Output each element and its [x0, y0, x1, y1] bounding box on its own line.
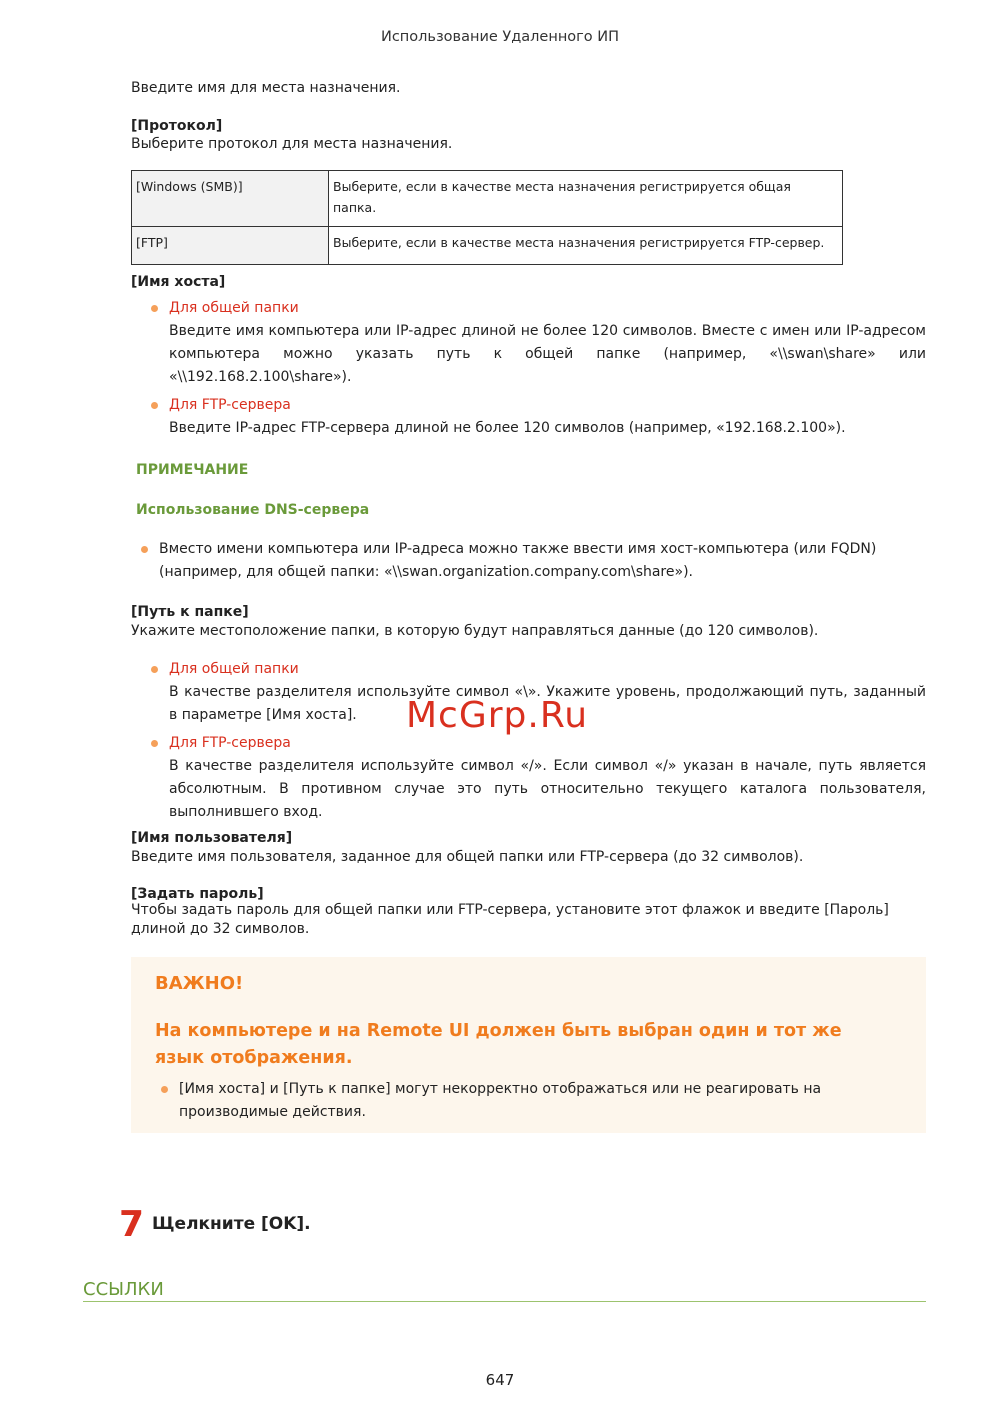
links-title: ССЫЛКИ [83, 1279, 164, 1300]
protocol-table [131, 170, 843, 265]
important-label: ВАЖНО! [155, 973, 244, 994]
links-divider [83, 1301, 926, 1302]
intro-text: Введите имя для места назначения. [131, 80, 401, 96]
protocol-option: [Windows (SMB)] [132, 171, 329, 227]
password-text: Чтобы задать пароль для общей папки или FTP-сервера, установите этот флажок и введите [Пароль] длиной до 32 символов. [131, 902, 889, 937]
step-number: 7 [119, 1204, 145, 1245]
bullet-icon [151, 305, 158, 312]
list-item [151, 394, 926, 440]
path-ftp-link[interactable]: Для FTP-сервера [169, 735, 291, 751]
host-heading: [Имя хоста] [131, 274, 226, 290]
path-ftp-text: В качестве разделителя используйте символ «/». Если символ «/» указан в начале, путь является абсолютным. В противном случае это путь относительно текущего каталога пользователя, выполнившего вход. [169, 758, 926, 821]
bullet-icon [161, 1086, 168, 1093]
important-text: [Имя хоста] и [Путь к папке] могут некорректно отображаться или не реагировать на производимые действия. [179, 1081, 822, 1120]
host-ftp-text: Введите IP-адрес FTP-сервера длиной не более 120 символов (например, «192.168.2.100»). [169, 420, 846, 437]
path-text: Укажите местоположение папки, в которую будут направляться данные (до 120 символов). [131, 623, 819, 639]
watermark: McGrp.Ru [406, 695, 589, 736]
protocol-text: Выберите протокол для места назначения. [131, 136, 453, 152]
host-shared-folder-link[interactable]: Для общей папки [169, 300, 299, 316]
note-title: Использование DNS-сервера [136, 502, 370, 518]
important-title: На компьютере и на Remote UI должен быть выбран один и тот же язык отображения. [155, 1021, 842, 1069]
host-ftp-link[interactable]: Для FTP-сервера [169, 397, 291, 413]
step-text: Щелкните [OK]. [152, 1214, 311, 1234]
bullet-icon [151, 666, 158, 673]
protocol-description: Выберите, если в качестве места назначения регистрируется FTP-сервер. [329, 227, 843, 265]
note-item [141, 538, 886, 584]
username-heading: [Имя пользователя] [131, 830, 293, 846]
bullet-icon [151, 402, 158, 409]
protocol-heading: [Протокол] [131, 118, 223, 134]
bullet-icon [151, 740, 158, 747]
path-heading: [Путь к папке] [131, 604, 249, 620]
protocol-description: Выберите, если в качестве места назначения регистрируется общая папка. [329, 171, 843, 227]
username-text: Введите имя пользователя, заданное для общей папки или FTP-сервера (до 32 символов). [131, 849, 804, 865]
note-label: ПРИМЕЧАНИЕ [136, 462, 249, 478]
page-number: 647 [485, 1371, 515, 1389]
page-header: Использование Удаленного ИП [380, 29, 620, 45]
list-item [151, 297, 926, 389]
path-shared-folder-text: В качестве разделителя используйте символ «\». Укажите уровень, продолжающий путь, заданный в параметре [Имя хоста]. [169, 684, 926, 724]
bullet-icon [141, 546, 148, 553]
important-item [161, 1078, 851, 1124]
password-heading: [Задать пароль] [131, 886, 264, 902]
path-shared-folder-link[interactable]: Для общей папки [169, 661, 299, 677]
list-item [151, 732, 926, 824]
host-shared-folder-text: Введите имя компьютера или IP-адрес длиной не более 120 символов. Вместе с имен или IP-адресом компьютера можно указать путь к общей папке (например, «\\swan\share» или «\\192.168.2.100\share»). [169, 323, 926, 386]
note-text: Вместо имени компьютера или IP-адреса можно также ввести имя хост-компьютера (или FQDN) (например, для общей папки: «\\swan.organization.company.com\share»). [159, 541, 877, 580]
table-row [132, 227, 843, 265]
protocol-option: [FTP] [132, 227, 329, 265]
important-box [131, 957, 926, 1133]
table-row [132, 171, 843, 227]
